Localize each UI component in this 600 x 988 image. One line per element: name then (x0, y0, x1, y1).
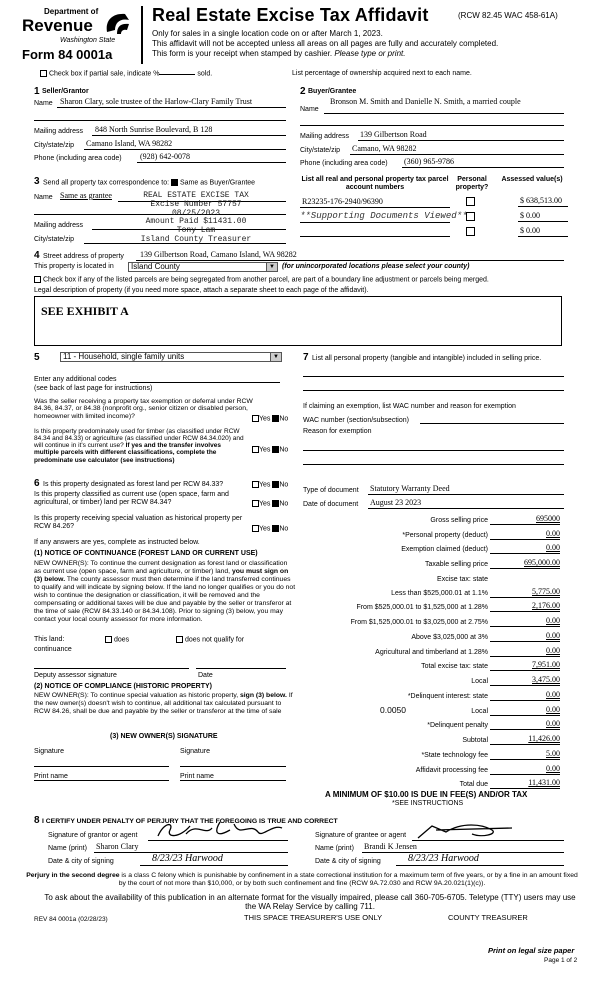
notice-continuance-text: NEW OWNER(S): To continue the current designation as forest land or classification as current use (open space, farm and agriculture, or timber) land, you must sign on (3) below. The county assessor must then determine if the land transferred continues to qualify and will indicate by signing below. If the land no longer qualifies or you do not wish to continue the designation or classification, it will be removed and the compensating or additional taxes will be due and payable by the seller or transferor at the time of sale (RCW 84.33.140 or 84.34.108). Prior to signing (3) below, you may contact your local county assessor for more information. (34, 560, 296, 624)
calc-row-value[interactable]: 0.00 (546, 631, 560, 640)
calc-row-value[interactable]: 0.00 (546, 690, 560, 699)
grantee-date-value[interactable]: 8/23/23 Harwood (408, 853, 479, 864)
reason-label: Reason for exemption (303, 428, 372, 435)
assessed-value-3[interactable]: $ 0.00 (520, 226, 540, 235)
located-label: This property is located in (34, 263, 114, 270)
calc-row-line (490, 539, 560, 540)
county-select[interactable]: Island County ▼ (128, 262, 278, 272)
seller-heading: Seller/Grantor (42, 88, 89, 95)
this-land-label: This land: (34, 636, 65, 643)
deputy-signature-label: Deputy assessor signature (34, 672, 117, 679)
dept-label: Department of (44, 7, 99, 16)
seller-mail-value[interactable]: 848 North Sunrise Boulevard, B 128 (95, 125, 213, 134)
continuance-label: continuance (34, 646, 72, 653)
segregated-checkbox[interactable] (34, 276, 41, 283)
personal-property-checkbox-2[interactable] (466, 212, 475, 221)
seller-name-value[interactable]: Sharon Clary, sole trustee of the Harlow-Clary Family Trust (60, 97, 253, 106)
legal-description-value: SEE EXHIBIT A (41, 304, 129, 318)
buyer-name-label: Name (300, 106, 319, 113)
state-label: Washington State (60, 37, 116, 44)
legal-paper-note: Print on legal size paper (488, 946, 575, 955)
seller-city-label: City/state/zip (34, 142, 75, 149)
notice-compliance-text: NEW OWNER(S): To continue special valuation as historic property, sign (3) below. If the new owner(s) doesn't wish to continue, all additional tax calculated pursuant to RCW 84.26, shall be due and payable by the seller or transferor at the time of sale (34, 692, 293, 716)
grantee-date-label: Date & city of signing (315, 858, 381, 865)
calc-row-value[interactable]: 0.00 (546, 764, 560, 773)
partial-sale-checkbox[interactable] (40, 70, 47, 77)
exemption-claim-label: If claiming an exemption, list WAC number and reason for exemption (303, 403, 516, 410)
calc-row-label: *Delinquent penalty (427, 722, 488, 729)
calc-row-line (490, 700, 560, 701)
buyer-mail-value[interactable]: 139 Gilbertson Road (360, 130, 427, 139)
calc-row-label: Excise tax: state (437, 576, 488, 583)
seller-mail-label: Mailing address (34, 128, 84, 135)
revenue-logo-icon (103, 10, 131, 36)
calc-row-label: Exemption claimed (deduct) (401, 546, 488, 553)
calc-row-line (490, 597, 560, 598)
parcel-col-header: List all real and personal property tax parcel account numbers (301, 176, 449, 191)
calc-row-label: *Delinquent interest: state (407, 693, 488, 700)
rcw-reference: (RCW 82.45 WAC 458-61A) (458, 11, 558, 20)
chevron-down-icon[interactable]: ▼ (270, 353, 281, 361)
page-title: Real Estate Excise Tax Affidavit (152, 5, 429, 25)
grantee-name-value[interactable]: Brandi K Jensen (364, 842, 417, 851)
owner-print-label-1: Print name (34, 773, 68, 780)
calc-row-label: *Personal property (deduct) (402, 532, 488, 539)
corr-name-label: Name (34, 194, 53, 201)
historic-yes-no: Yes No (252, 525, 288, 533)
seller-name-label: Name (34, 100, 53, 107)
notice-continuance-heading: (1) NOTICE OF CONTINUANCE (FOREST LAND OR CURRENT USE) (34, 550, 258, 557)
section-5-number: 5 (34, 352, 40, 363)
timber-question: Is this property predominately used for timber (as classified under RCW 84.34 and 84.33) or agriculture (as classified under RCW 84.34.020) and will continue in it's current use? If yes and the transfer involves multiple parcels with different classifications, complete the predominate use calculator (see instructions) (34, 428, 244, 464)
header-divider (141, 6, 143, 64)
accessibility-notice: To ask about the availability of this publication in an alternate format for the visually impaired, please call 360-705-6705. Teletype (TTY) users may use the WA Relay Service by calling 711. (44, 893, 576, 912)
section-3-number: 3 (34, 176, 40, 187)
section-7-number: 7 (303, 352, 309, 363)
calc-row-line (490, 568, 560, 569)
seller-phone-label: Phone (including area code) (34, 155, 122, 162)
doc-date-value[interactable]: August 23 2023 (370, 498, 422, 507)
section-4-number: 4 (34, 250, 40, 261)
current-use-yes-no: Yes No (252, 500, 288, 508)
revision-label: REV 84 0001a (02/28/23) (34, 916, 108, 923)
street-value[interactable]: 139 Gilbertson Road, Camano Island, WA 98282 (140, 250, 297, 259)
current-use-no-checkbox[interactable] (272, 500, 279, 507)
exemption-yes-no: Yes No (252, 415, 288, 423)
calc-row-line (490, 611, 560, 612)
calc-row-line (490, 729, 560, 730)
parcel-number-2[interactable]: **Supporting Documents Viewed** (300, 211, 468, 221)
calc-row-value[interactable]: 3,475.00 (532, 675, 560, 684)
exemption-question: Was the seller receiving a property tax exemption or deferral under RCW 84.36, 84.37, or 84.38 (nonprofit org., senior citizen or disabled person, homeowner with limited income)? (34, 398, 253, 420)
buyer-heading: Buyer/Grantee (308, 88, 357, 95)
calc-row-label: Total excise tax: state (421, 663, 488, 670)
same-as-buyer-checkbox[interactable] (171, 179, 178, 186)
buyer-city-value[interactable]: Camano, WA 98282 (352, 144, 417, 153)
grantee-signature-label: Signature of grantee or agent (315, 832, 407, 839)
local-rate: 0.0050 (380, 705, 406, 715)
assessed-value-1[interactable]: $ 638,513.00 (520, 196, 562, 205)
does-option: does (105, 636, 129, 644)
doc-date-label: Date of document (303, 501, 359, 508)
property-use-select[interactable]: 11 - Household, single family units ▼ (60, 352, 282, 362)
forest-no-checkbox[interactable] (272, 481, 279, 488)
grantee-signature[interactable] (412, 818, 522, 842)
calc-row-label: Above $3,025,000 at 3% (411, 634, 488, 641)
county-note: (for unincorporated locations please select your county) (282, 263, 470, 270)
calc-row-value[interactable]: 0.00 (546, 616, 560, 625)
assessed-value-2[interactable]: $ 0.00 (520, 211, 540, 220)
corr-mail-label: Mailing address (34, 222, 84, 229)
calc-row-line (490, 656, 560, 657)
assessed-col-header: Assessed value(s) (501, 176, 563, 183)
buyer-phone-label: Phone (including area code) (300, 160, 388, 167)
calc-row-label: Gross selling price (430, 517, 488, 524)
chevron-down-icon[interactable]: ▼ (266, 263, 277, 271)
calc-row-value[interactable]: 0.00 (546, 719, 560, 728)
calc-row-label: Total due (459, 781, 488, 788)
owner-print-label-2: Print name (180, 773, 214, 780)
owner-signature-label-1: Signature (34, 748, 64, 755)
legal-description-box[interactable] (34, 296, 562, 346)
calc-row-line (490, 641, 560, 642)
buyer-city-label: City/state/zip (300, 147, 341, 154)
legal-desc-label: Legal description of property (if you need more space, attach a separate sheet to each page of the affidavit). (34, 287, 369, 294)
corr-name-value[interactable]: Same as grantee (60, 191, 112, 200)
calc-row-value[interactable]: 5,775.00 (532, 587, 560, 596)
seller-phone-value[interactable]: (928) 642-0078 (140, 152, 190, 161)
corr-city-label: City/state/zip (34, 236, 75, 243)
timber-no-checkbox[interactable] (272, 446, 279, 453)
personal-property-checkbox-1[interactable] (466, 197, 475, 206)
grantor-date-label: Date & city of signing (48, 858, 114, 865)
calc-row-value[interactable]: 0.00 (546, 543, 560, 552)
calc-row-value[interactable]: 11,431.00 (528, 778, 560, 787)
owner-signature-label-2: Signature (180, 748, 210, 755)
calc-row-value[interactable]: 695000 (536, 514, 560, 523)
form-number: Form 84 0001a (22, 47, 113, 62)
correspondence-row: Send all property tax correspondence to: Same as Buyer/Grantee (43, 179, 256, 187)
current-use-question: Is this property classified as current use (open space, farm and agricultural, or timber) land per RCW 84.34? (34, 491, 229, 506)
wac-label: WAC number (section/subsection) (303, 417, 409, 424)
deputy-date-label: Date (198, 672, 213, 679)
see-instructions-note: *SEE INSTRUCTIONS (392, 800, 464, 807)
calc-row-value[interactable]: 0.00 (546, 646, 560, 655)
grantor-name-value[interactable]: Sharon Clary (96, 842, 139, 851)
ownership-note: List percentage of ownership acquired next to each name. (292, 70, 472, 77)
grantor-signature[interactable] (150, 818, 300, 842)
calc-row-label: Taxable selling price (424, 561, 488, 568)
calc-row-label: From $1,525,000.01 to $3,025,000 at 2.75% (350, 619, 488, 626)
grantor-signature-label: Signature of grantor or agent (48, 832, 138, 839)
see-back-note: (see back of last page for instructions) (34, 385, 153, 392)
historic-yes-checkbox[interactable] (252, 525, 259, 532)
calc-row-line (490, 670, 560, 671)
calc-row-value[interactable]: 0.00 (546, 705, 560, 714)
street-label: Street address of property (43, 253, 124, 260)
new-owner-signature-heading: (3) NEW OWNER(S) SIGNATURE (110, 733, 218, 740)
treasurer-stamp: REAL ESTATE EXCISE TAX Excise Number 57757 08/25/2023 Amount Paid $11431.00 Tony Lam Island County Treasurer (140, 191, 252, 244)
calc-row-label: From $525,000.01 to $1,525,000 at 1.28% (356, 604, 488, 611)
calc-row-line (490, 774, 560, 775)
calc-row-line (490, 626, 560, 627)
buyer-phone-value[interactable]: (360) 965-9786 (404, 157, 454, 166)
historic-question: Is this property receiving special valuation as historical property per RCW 84.26? (34, 515, 243, 530)
grantor-date-value[interactable]: 8/23/23 Harwood (152, 853, 223, 864)
calc-row-label: Local (471, 678, 488, 685)
calc-row-label: Agricultural and timberland at 1.28% (375, 649, 488, 656)
does-not-option: does not qualify for (176, 636, 244, 644)
seller-city-value[interactable]: Camano Island, WA 98282 (86, 139, 173, 148)
calc-row-line (490, 715, 560, 716)
buyer-name-value[interactable]: Bronson M. Smith and Danielle N. Smith, a married couple (330, 97, 521, 106)
section-1-number: 1 (34, 86, 40, 97)
calc-row-value[interactable]: 2,176.00 (532, 601, 560, 610)
calc-row-value[interactable]: 11,426.00 (528, 734, 560, 743)
timber-yes-checkbox[interactable] (252, 446, 259, 453)
header-line-3: This form is your receipt when stamped by cashier. Please type or print. (152, 49, 406, 58)
forest-question: Is this property designated as forest land per RCW 84.33? (43, 481, 224, 488)
calc-row-value[interactable]: 0.00 (546, 529, 560, 538)
certify-heading: I CERTIFY UNDER PENALTY OF PERJURY THAT THE FOREGOING IS TRUE AND CORRECT (42, 818, 338, 825)
revenue-logo-text: Revenue (22, 16, 93, 35)
county-treasurer-label: COUNTY TREASURER (448, 913, 528, 922)
personal-property-heading: List all personal property (tangible and intangible) included in selling price. (312, 355, 542, 362)
exemption-yes-checkbox[interactable] (252, 415, 259, 422)
grantee-name-label: Name (print) (315, 845, 354, 852)
historic-no-checkbox[interactable] (272, 525, 279, 532)
does-qualify-checkbox[interactable] (105, 636, 112, 643)
additional-codes-label: Enter any additional codes (34, 376, 117, 383)
page-number: Page 1 of 2 (544, 957, 578, 964)
exemption-no-checkbox[interactable] (272, 415, 279, 422)
forest-yes-checkbox[interactable] (252, 481, 259, 488)
partial-sale-row: Check box if partial sale, indicate % sold. (40, 70, 212, 78)
notice-compliance-heading: (2) NOTICE OF COMPLIANCE (HISTORIC PROPERTY) (34, 683, 212, 690)
calc-row-label: Local (471, 708, 488, 715)
calc-row-line (490, 759, 560, 760)
buyer-mail-label: Mailing address (300, 133, 350, 140)
calc-row-value[interactable]: 5.00 (546, 749, 560, 758)
calc-row-line (490, 744, 560, 745)
calc-row-label: Affidavit processing fee (415, 767, 488, 774)
timber-yes-no: Yes No (252, 446, 288, 454)
parcel-number-1[interactable]: R23235-176-2940/96390 (302, 197, 383, 206)
segregated-row: Check box if any of the listed parcels are being segregated from another parcel, are part of a boundary line adjustment or parcels being merged. (34, 276, 489, 284)
section-2-number: 2 (300, 86, 306, 97)
calc-row-line (490, 524, 560, 525)
perjury-notice: Perjury in the second degree is a class C felony which is punishable by confinement in a state correctional institution for a maximum term of five years, or by a fine in an amount fixed by the court of not more than $10,000, or by both such confinement and fine (RCW 9A.72.030 and RCW 9A.20.021(1)(c)). (26, 872, 578, 888)
header-line-1: Only for sales in a single location code on or after March 1, 2023. (152, 29, 383, 38)
calc-row-value[interactable]: 695,000.00 (524, 558, 560, 567)
calc-row-line (490, 788, 560, 789)
personal-property-checkbox-3[interactable] (466, 227, 475, 236)
forest-yes-no: Yes No (252, 481, 288, 489)
calc-row-label: Less than $525,000.01 at 1.1% (391, 590, 488, 597)
doc-type-label: Type of document (303, 487, 359, 494)
section-6-number: 6 (34, 478, 40, 489)
if-yes-note: If any answers are yes, complete as instructed below. (34, 539, 200, 546)
calc-row-line (490, 553, 560, 554)
calc-row-line (490, 685, 560, 686)
header-line-2: This affidavit will not be accepted unless all areas on all pages are fully and accurately completed. (152, 39, 499, 48)
calc-row-value[interactable]: 7,951.00 (532, 660, 560, 669)
does-not-qualify-checkbox[interactable] (176, 636, 183, 643)
calc-row-label: *State technology fee (421, 752, 488, 759)
doc-type-value[interactable]: Statutory Warranty Deed (370, 484, 450, 493)
current-use-yes-checkbox[interactable] (252, 500, 259, 507)
calc-row-label: Subtotal (462, 737, 488, 744)
treasurer-only-label: THIS SPACE TREASURER'S USE ONLY (244, 913, 383, 922)
minimum-due-note: A MINIMUM OF $10.00 IS DUE IN FEE(S) AND/OR TAX (325, 790, 528, 799)
grantor-name-label: Name (print) (48, 845, 87, 852)
personal-col-header: Personal property? (455, 176, 489, 191)
section-8-number: 8 (34, 815, 40, 826)
